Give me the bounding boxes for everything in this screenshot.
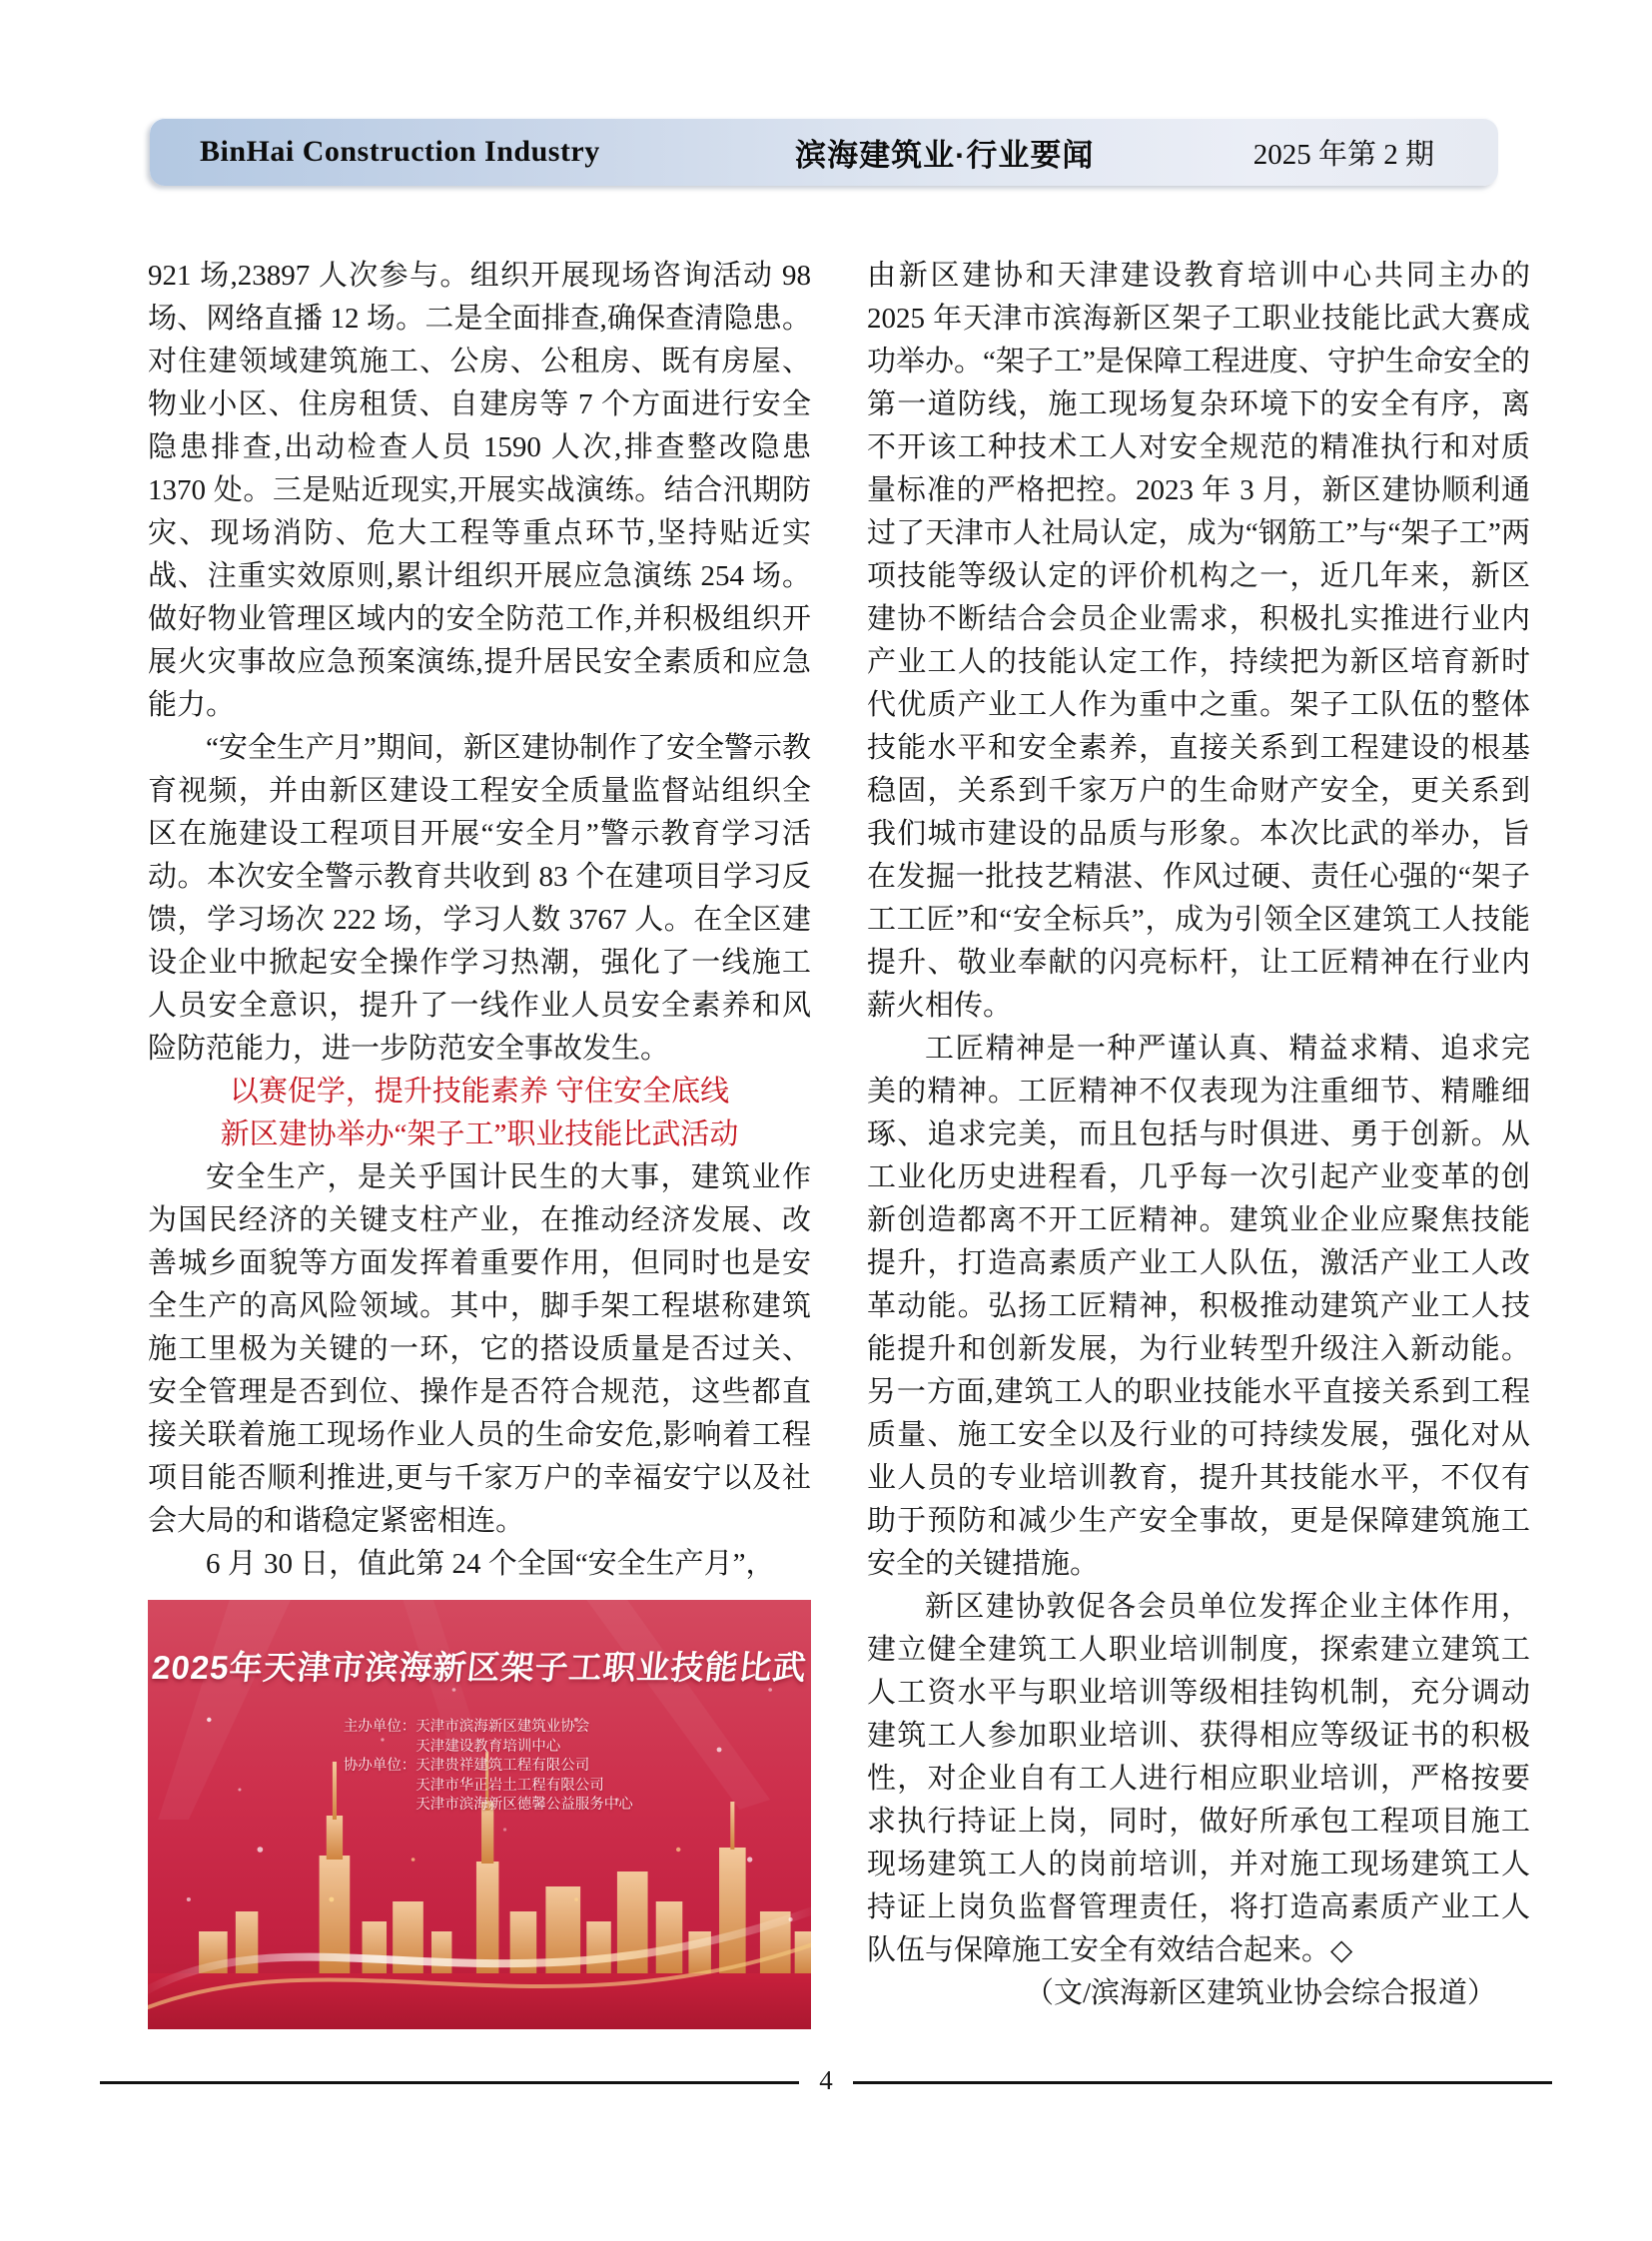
credit-text: 天津市滨海新区德馨公益服务中心 bbox=[415, 1797, 633, 1813]
journal-brand-english: BinHai Construction Industry bbox=[200, 135, 600, 168]
paragraph: 921 场,23897 人次参与。组织开展现场咨询活动 98 场、网络直播 12 场。二是全面排查,确保查清隐患。对住建领域建筑施工、公房、公租房、既有房屋、物业小区、住房租赁、自建房等 7 个方面进行安全隐患排查,出动检查人员 1590 人次,排查整改隐患 1370 处。三是贴近现实,开展实战演练。结合汛期防灾、现场消防、危大工程等重点环节,坚持贴近实战、注重实效原则,累计组织开展应急演练 254 场。做好物业管理区域内的安全防范工作,并积极组织开展火灾事故应急预案演练,提升居民安全素质和应急能力。 bbox=[148, 260, 811, 721]
paragraph: 安全生产，是关乎国计民生的大事，建筑业作为国民经济的关键支柱产业，在推动经济发展、改善城乡面貌等方面发挥着重要作用，但同时也是安全生产的高风险领域。其中，脚手架工程堪称建筑施工里极为关键的一环，它的搭设质量是否过关、安全管理是否到位、操作是否符合规范，这些都直接关联着施工现场作业人员的生命安危,影响着工程项目能否顺利推进,更与千家万户的幸福安宁以及社会大局的和谐稳定紧密相连。 bbox=[148, 1161, 811, 1537]
credit-label: 主办单位： bbox=[343, 1719, 416, 1735]
paragraph: 工匠精神是一种严谨认真、精益求精、追求完美的精神。工匠精神不仅表现为注重细节、精雕细琢、追求完美，而且包括与时俱进、勇于创新。从工业化历史进程看，几乎每一次引起产业变革的创新创造都离不开工匠精神。建筑业企业应聚焦技能提升，打造高素质产业工人队伍，激活产业工人改革动能。弘扬工匠精神，积极推动建筑产业工人技能提升和创新发展，为行业转型升级注入新动能。另一方面,建筑工人的职业技能水平直接关系到工程质量、施工安全以及行业的可持续发展，强化对从业人员的专业培训教育，提升其技能水平，不仅有助于预防和减少生产安全事故，更是保障建筑施工安全的关键措施。 bbox=[867, 1033, 1530, 1580]
paragraph: 由新区建协和天津建设教育培训中心共同主办的 2025 年天津市滨海新区架子工职业技能比武大赛成功举办。“架子工”是保障工程进度、守护生命安全的第一道防线，施工现场复杂环境下的安全有序，离不开该工种技术工人对安全规范的精准执行和对质量标准的严格把控。2023 年 3 月，新区建协顺利通过了天津市人社局认定，成为“钢筋工”与“架子工”两项技能等级认定的评价机构之一，近几年来，新区建协不断结合会员企业需求，积极扎实推进行业内产业工人的技能认定工作，持续把为新区培育新时代优质产业工人作为重中之重。架子工队伍的整体技能水平和安全素养，直接关系到工程建设的根基稳固，关系到千家万户的生命财产安全，更关系到我们城市建设的品质与形象。本次比武的举办，旨在发掘一批技艺精湛、作风过硬、责任心强的“架子工工匠”和“安全标兵”，成为引领全区建筑工人技能提升、敬业奉献的闪亮标杆，让工匠精神在行业内薪火相传。 bbox=[867, 260, 1530, 1022]
credit-label bbox=[344, 1796, 416, 1816]
paragraph: “安全生产月”期间，新区建协制作了安全警示教育视频，并由新区建设工程安全质量监督站组织全区在施建设工程项目开展“安全月”警示教育学习活动。本次安全警示教育共收到 83 个在建项目学习反馈，学习场次 222 场，学习人数 3767 人。在全区建设企业中掀起安全操作学习热潮，强化了一线施工人员安全意识，提升了一线作业人员安全素养和风险防范能力，进一步防范安全事故发生。 bbox=[148, 732, 811, 1065]
credit-text: 天津市华正岩土工程有限公司 bbox=[415, 1777, 604, 1794]
poster-credit-row bbox=[344, 1796, 633, 1816]
paragraph: 6 月 30 日，值此第 24 个全国“安全生产月”， bbox=[206, 1548, 775, 1580]
page-number: 4 bbox=[819, 2065, 833, 2095]
page-header-bar bbox=[150, 118, 1498, 186]
event-poster-photo bbox=[148, 1600, 811, 2029]
footer-rule-right bbox=[853, 2081, 1552, 2084]
paragraph: 新区建协敦促各会员单位发挥企业主体作用，建立健全建筑工人职业培训制度，探索建立建筑工人工资水平与职业培训等级相挂钩机制，充分调动建筑工人参加职业培训、获得相应等级证书的积极性，对企业自有工人进行相应职业培训，严格按要求执行持证上岗，同时，做好所承包工程项目施工现场建筑工人的岗前培训，并对施工现场建筑工人持证上岗负监督管理责任，将打造高素质产业工人队伍与保障施工安全有效结合起来。◇ bbox=[867, 1591, 1530, 1966]
poster-title: 2025年天津市滨海新区架子工职业技能比武 bbox=[150, 1649, 809, 1686]
credit-text: 天津建设教育培训中心 bbox=[415, 1738, 561, 1755]
article-body bbox=[148, 255, 1530, 2029]
credit-label bbox=[344, 1738, 416, 1758]
article-byline: （文/滨海新区建筑业协会综合报道） bbox=[1024, 1977, 1496, 2009]
poster-credits bbox=[344, 1718, 633, 1816]
left-column bbox=[148, 255, 811, 2029]
poster-credit-row bbox=[344, 1777, 633, 1797]
right-column bbox=[867, 255, 1530, 2029]
poster-credit-row bbox=[344, 1757, 633, 1777]
footer-rule-left bbox=[100, 2081, 799, 2084]
credit-label: 协办单位： bbox=[343, 1758, 416, 1774]
poster-credit-row bbox=[344, 1718, 633, 1738]
credit-text: 天津贵祥建筑工程有限公司 bbox=[415, 1758, 590, 1774]
poster-credit-row bbox=[344, 1738, 633, 1758]
credit-label bbox=[344, 1777, 416, 1797]
subheading-red-line-1: 以赛促学，提升技能素养 守住安全底线 bbox=[229, 1076, 730, 1108]
subheading-red-line-2: 新区建协举办“架子工”职业技能比武活动 bbox=[220, 1119, 739, 1150]
journal-section-title: 滨海建筑业·行业要闻 bbox=[795, 137, 1095, 173]
credit-text: 天津市滨海新区建筑业协会 bbox=[415, 1719, 590, 1735]
page-footer bbox=[100, 2065, 1552, 2096]
journal-issue-number: 2025 年第 2 期 bbox=[1252, 138, 1434, 171]
